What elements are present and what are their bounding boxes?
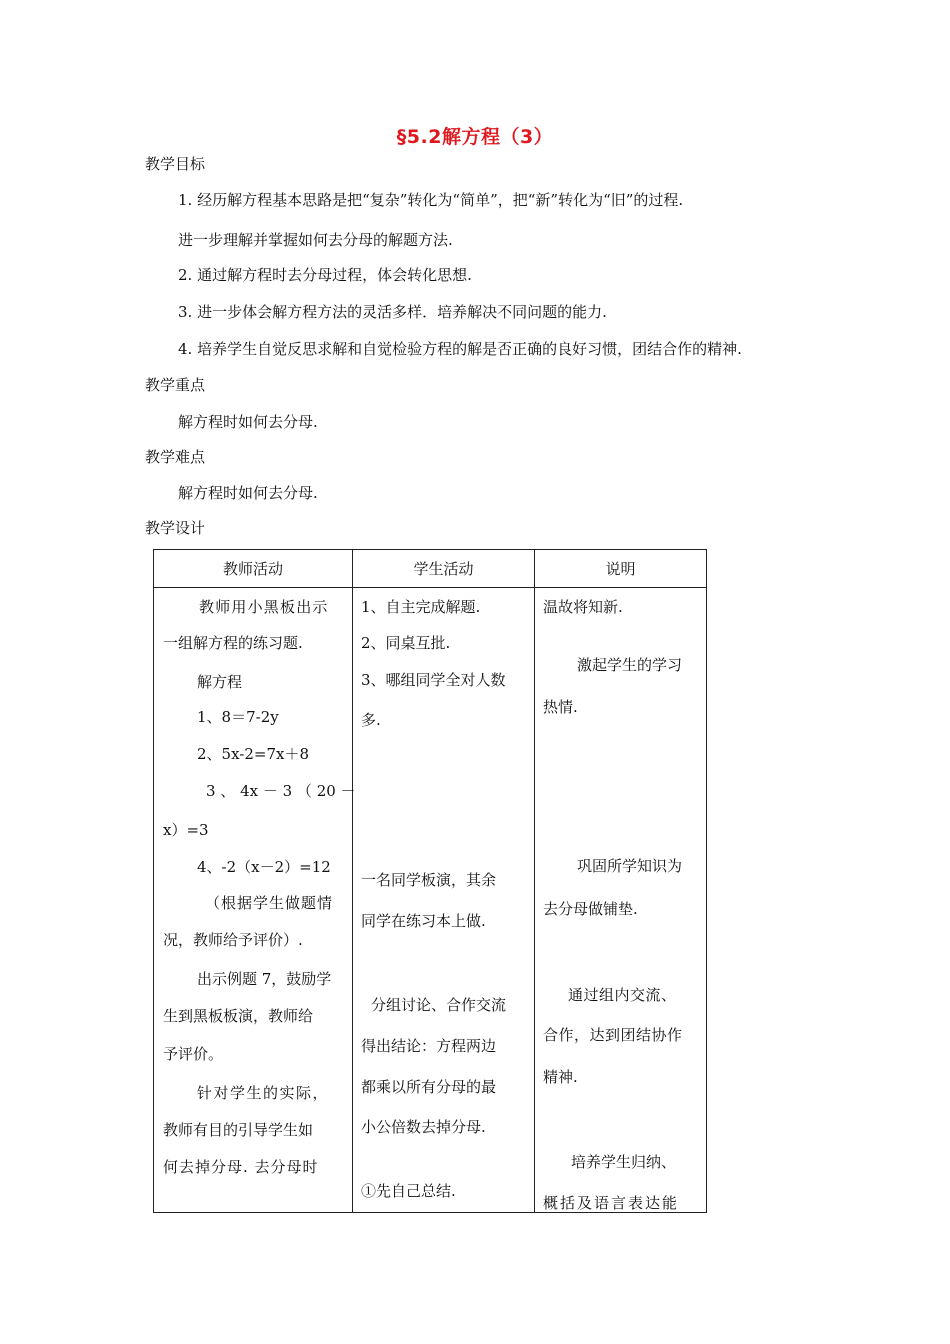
objectives-heading: 教学目标 xyxy=(145,155,206,173)
objective-item: 4. 培养学生自觉反思求解和自觉检验方程的解是否正确的良好习惯，团结合作的精神. xyxy=(178,340,742,358)
teacher-line: 教师用小黑板出示 xyxy=(199,598,329,616)
column-header-student: 学生活动 xyxy=(353,550,535,588)
student-line: 3、哪组同学全对人数 xyxy=(361,671,506,689)
notes-line: 激起学生的学习 xyxy=(577,656,683,674)
student-line: 都乘以所有分母的最 xyxy=(361,1078,497,1096)
objective-item: 3. 进一步体会解方程方法的灵活多样．培养解决不同问题的能力. xyxy=(178,303,607,321)
notes-line: 热情. xyxy=(543,698,578,716)
notes-line: 培养学生归纳、 xyxy=(571,1153,677,1171)
student-line: 小公倍数去掉分母. xyxy=(361,1118,486,1136)
student-line: 一名同学板演，其余 xyxy=(361,871,497,889)
notes-line: 温故将知新. xyxy=(543,598,623,616)
teacher-line: 4、-2（x－2）=12 xyxy=(197,858,331,876)
student-line: 1、自主完成解题. xyxy=(361,598,481,616)
table-row xyxy=(154,588,707,1213)
teacher-line: 教师有目的引导学生如 xyxy=(163,1121,314,1139)
teacher-line: 予评价。 xyxy=(163,1045,224,1063)
notes-line: 精神. xyxy=(543,1068,578,1086)
teacher-line: 生到黑板板演，教师给 xyxy=(163,1007,314,1025)
teacher-line: 解方程 xyxy=(197,673,243,691)
design-heading: 教学设计 xyxy=(145,519,206,537)
objective-item: 进一步理解并掌握如何去分母的解题方法. xyxy=(178,231,453,249)
teacher-line: 况，教师给予评价）. xyxy=(163,931,303,949)
objective-item: 1. 经历解方程基本思路是把“复杂”转化为“简单”，把“新”转化为“旧”的过程. xyxy=(178,191,684,209)
key-points-heading: 教学重点 xyxy=(145,376,206,394)
page-title: §5.2解方程（3） xyxy=(396,126,554,148)
teacher-activity-cell xyxy=(154,588,356,1213)
difficulties-text: 解方程时如何去分母. xyxy=(178,484,318,502)
student-activity-cell xyxy=(353,588,535,1213)
table-header-row xyxy=(154,550,707,588)
teacher-line: 一组解方程的练习题. xyxy=(163,634,303,652)
notes-line: 去分母做铺垫. xyxy=(543,900,638,918)
student-line: 分组讨论、合作交流 xyxy=(371,996,507,1014)
teacher-line: 针对学生的实际， xyxy=(197,1084,330,1102)
teacher-line: 出示例题 7，鼓励学 xyxy=(197,970,332,988)
teaching-design-table xyxy=(153,549,707,1213)
student-line: 2、同桌互批. xyxy=(361,634,451,652)
teacher-line: x）=3 xyxy=(163,821,209,839)
notes-line: 概括及语言表达能 xyxy=(543,1194,680,1212)
teacher-line: 1、8＝7-2y xyxy=(197,708,279,726)
student-line: 多. xyxy=(361,711,381,729)
student-line: 同学在练习本上做. xyxy=(361,912,486,930)
difficulties-heading: 教学难点 xyxy=(145,448,206,466)
column-header-teacher: 教师活动 xyxy=(154,550,353,588)
column-header-notes: 说明 xyxy=(535,550,707,588)
student-line: 得出结论：方程两边 xyxy=(361,1037,497,1055)
teacher-line: 2、5x-2=7x＋8 xyxy=(197,745,310,763)
notes-line: 巩固所学知识为 xyxy=(577,857,683,875)
student-line: ①先自己总结. xyxy=(361,1182,456,1200)
teacher-line: （根据学生做题情 xyxy=(205,894,334,912)
objective-item: 2. 通过解方程时去分母过程，体会转化思想. xyxy=(178,266,472,284)
teacher-line: 何去掉分母. 去分母时 xyxy=(163,1158,319,1176)
notes-line: 通过组内交流、 xyxy=(568,986,677,1004)
key-points-text: 解方程时如何去分母. xyxy=(178,413,318,431)
teacher-line: 3 、 4x － 3 （ 20 － xyxy=(206,782,356,800)
notes-line: 合作，达到团结协作 xyxy=(543,1026,683,1044)
notes-cell xyxy=(535,588,707,1213)
